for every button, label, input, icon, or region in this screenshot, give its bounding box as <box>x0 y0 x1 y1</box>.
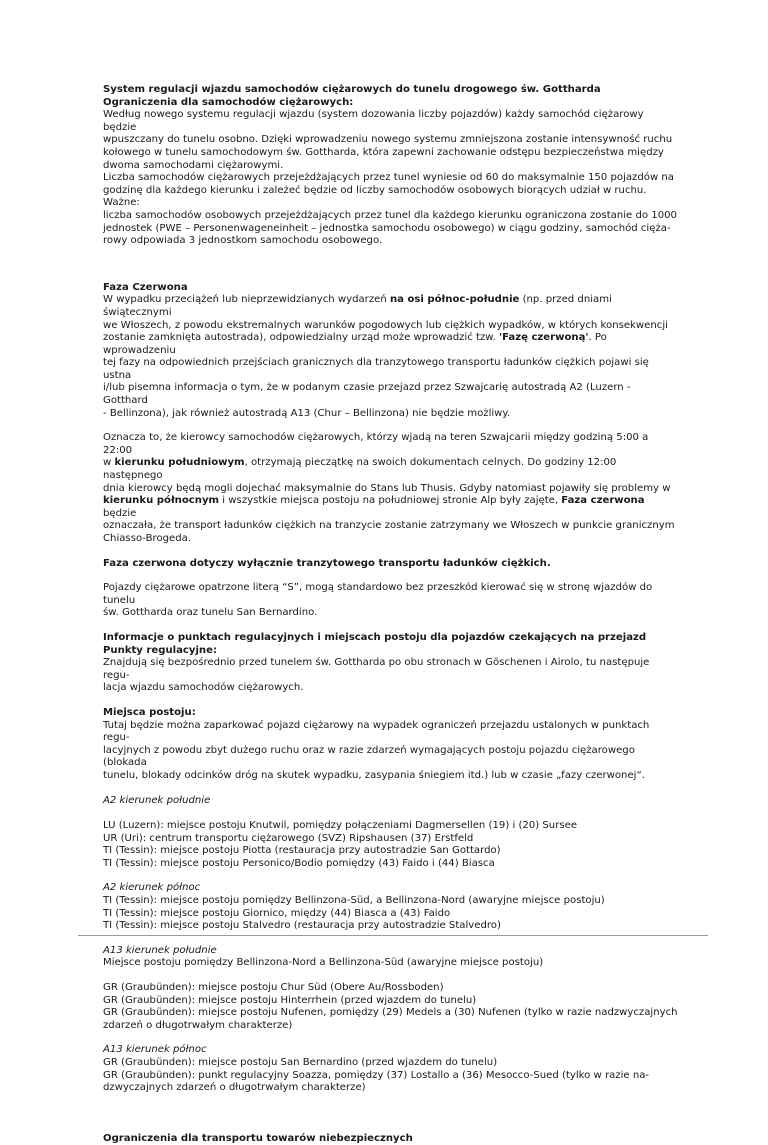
text-line: kołowego w tunelu samochodowym św. Gottharda, która zapewni zachowanie odstępu bezpieczeństwa między <box>103 146 664 158</box>
document-title: System regulacji wjazdu samochodów ciężarowych do tunelu drogowego św. Gottharda <box>103 84 601 95</box>
red-phase-paragraph-1 <box>103 294 678 420</box>
list-item: GR (Graubünden): miejsce postoju Chur Süd (Obere Au/Rossboden) <box>103 982 444 994</box>
text-line: W wypadku przeciążeń lub nieprzewidzianych wydarzeń na osi północ-południe (np. przed dniami świątecznymi <box>103 294 612 318</box>
text-line: dnia kierowcy będą mogli dojechać maksymalnie do Stans lub Thusis. Gdyby natomiast pojawiły się problemy w <box>103 482 671 494</box>
list-a2-south <box>103 820 678 870</box>
list-item: zdarzeń o długotrwałym charakterze) <box>103 1019 293 1031</box>
red-phase-paragraph-2 <box>103 432 678 545</box>
text-line: oznaczała, że transport ładunków ciężkich na tranzycie zostanie zatrzymany we Włoszech w punkcie granicznym <box>103 520 675 532</box>
list-item: LU (Luzern): miejsce postoju Knutwil, pomiędzy połączeniami Dagmersellen (19) i (20) Sursee <box>103 820 578 832</box>
text-line: Chiasso-Brogeda. <box>103 533 192 544</box>
section-heading-red-phase: Faza Czerwona <box>103 281 188 293</box>
list-item: GR (Graubünden): miejsce postoju San Bernardino (przed wjazdem do tunelu) <box>103 1057 498 1068</box>
subheading-a2-south: A2 kierunek południe <box>103 794 211 806</box>
text-line: Według nowego systemu regulacji wjazdu (system dozowania liczby pojazdów) każdy samochód ciężarowy będzie <box>103 109 644 133</box>
document-body <box>103 84 678 1145</box>
list-item: TI (Tessin): miejsce postoju Giornico, między (44) Biasca a (43) Faido <box>103 907 451 919</box>
text-line: Tutaj będzie można zaparkować pojazd ciężarowy na wypadek ograniczeń przejazdu ustalonych w punktach regu- <box>103 719 650 744</box>
subheading-a2-north: A2 kierunek północ <box>103 882 201 894</box>
red-phase-transit-note: Faza czerwona dotyczy wyłącznie tranzytowego transportu ładunków ciężkich. <box>103 557 551 569</box>
a13-south-line: Miejsce postoju pomiędzy Bellinzona-Nord a Bellinzona-Süd (awaryjne miejsce postoju) <box>103 957 544 969</box>
text-line: rowy odpowiada 3 jednostkom samochodu osobowego. <box>103 235 383 247</box>
text-line: i/lub pisemna informacja o tym, że w podanym czasie przejazd przez Szwajcarię autostradą A2 (Luzern - Gotthard <box>103 382 631 407</box>
text-line: Pojazdy ciężarowe opatrzone literą “S”, mogą standardowo bez przeszkód kierować się w stronę wjazdów do tunelu <box>103 582 653 606</box>
s-vehicles-paragraph <box>103 582 678 620</box>
list-item: TI (Tessin): miejsce postoju Piotta (restauracja przy autostradzie San Gottardo) <box>103 845 501 857</box>
list-item: TI (Tessin): miejsce postoju Personico/Bodio pomiędzy (43) Faido i (44) Biasca <box>103 857 495 869</box>
text-line: - Bellinzona), jak również autostradą A13 (Chur – Bellinzona) nie będzie możliwy. <box>103 407 511 419</box>
text-line: Znajdują się bezpośrednio przed tunelem św. Gottharda po obu stronach w Göschenen i Airolo, tu następuje regu- <box>103 657 650 681</box>
text-line: w kierunku południowym, otrzymają pieczątkę na swoich dokumentach celnych. Do godziny 12:00 następnego <box>103 457 617 482</box>
parking-paragraph <box>103 720 678 783</box>
list-item: TI (Tessin): miejsce postoju Stalvedro (restauracja przy autostradzie Stalvedro) <box>103 920 501 932</box>
list-item: dzwyczajnych zdarzeń o długotrwałym charakterze) <box>103 1082 366 1094</box>
text-line: Oznacza to, że kierowcy samochodów ciężarowych, którzy wjadą na teren Szwajcarii między godziną 5:00 a 22:00 <box>103 432 649 456</box>
text-line: godzinę dla każdego kierunku i zależeć będzie od liczby samochodów osobowych biorących udział w ruchu. Ważne: <box>103 184 647 209</box>
list-item: GR (Graubünden): miejsce postoju Nufenen, pomiędzy (29) Medels a (30) Nufenen (tylko w razie nadzwyczajnych <box>103 1007 678 1019</box>
text-line: kierunku północnym i wszystkie miejsca postoju na południowej stronie Alp były zajęte, Faza czerwona będzie <box>103 495 645 519</box>
text-line: Liczba samochodów ciężarowych przejeżdżających przez tunel wyniesie od 60 do maksymalnie 150 pojazdów na <box>103 172 674 184</box>
section-heading-info: Informacje o punktach regulacyjnych i miejscach postoju dla pojazdów czekających na przejazd <box>103 631 647 643</box>
subheading-a13-north: A13 kierunek północ <box>103 1044 207 1056</box>
list-a13-north <box>103 1057 678 1095</box>
text-line: liczba samochodów osobowych przejeżdżających przez tunel dla każdego kierunku ograniczona zostanie do 1000 <box>103 209 677 221</box>
text-line: wpuszczany do tunelu osobno. Dzięki wprowadzeniu nowego systemu zmniejszona zostanie intensywność ruchu <box>103 134 673 146</box>
text-line: we Włoszech, z powodu ekstremalnych warunków pogodowych lub ciężkich wypadków, w których konsekwencji <box>103 319 668 331</box>
footer-divider <box>78 935 708 936</box>
control-points-paragraph <box>103 657 678 695</box>
section-heading-dangerous-goods: Ograniczenia dla transportu towarów niebezpiecznych <box>103 1132 413 1144</box>
subheading-a13-south: A13 kierunek południe <box>103 944 217 956</box>
text-line: św. Gottharda oraz tunelu San Bernardino. <box>103 607 318 619</box>
section-heading-control-points: Punkty regulacyjne: <box>103 644 217 656</box>
list-item: UR (Uri): centrum transportu ciężarowego (SVZ) Ripshausen (37) Erstfeld <box>103 832 474 844</box>
text-line: tunelu, blokady odcinków dróg na skutek wypadku, zasypania śniegiem itd.) lub w czasie „fazy czerwonej“. <box>103 769 645 781</box>
text-line: dwoma samochodami ciężarowymi. <box>103 159 284 171</box>
text-line: lacja wjazdu samochodów ciężarowych. <box>103 682 304 694</box>
list-item: TI (Tessin): miejsce postoju pomiędzy Bellinzona-Süd, a Bellinzona-Nord (awaryjne miejsce postoju) <box>103 895 605 907</box>
list-item: GR (Graubünden): punkt regulacyjny Soazza, pomiędzy (37) Lostallo a (36) Mesocco-Sued (tylko w razie na- <box>103 1069 650 1081</box>
intro-paragraph <box>103 109 678 248</box>
section-heading-truck-limits: Ograniczenia dla samochodów ciężarowych: <box>103 96 354 108</box>
list-graubunden <box>103 982 678 1032</box>
text-line: jednostek (PWE – Personenwageneinheit – jednostka samochodu osobowego) w ciągu godziny, samochód cięża- <box>103 222 671 234</box>
text-line: lacyjnych z powodu zbyt dużego ruchu oraz w razie zdarzeń wymagających postoju pojazdu ciężarowego (blokada <box>103 744 635 769</box>
list-item: GR (Graubünden): miejsce postoju Hinterrhein (przed wjazdem do tunelu) <box>103 994 477 1006</box>
list-a2-north <box>103 895 678 933</box>
text-line: zostanie zamknięta autostrada), odpowiedzialny urząd może wprowadzić tzw. 'Fazę czerwoną'. Po wprowadzeniu <box>103 332 607 356</box>
section-heading-parking: Miejsca postoju: <box>103 706 196 718</box>
text-line: tej fazy na odpowiednich przejściach granicznych dla tranzytowego transportu ładunków ciężkich pojawi się ustna <box>103 357 649 381</box>
